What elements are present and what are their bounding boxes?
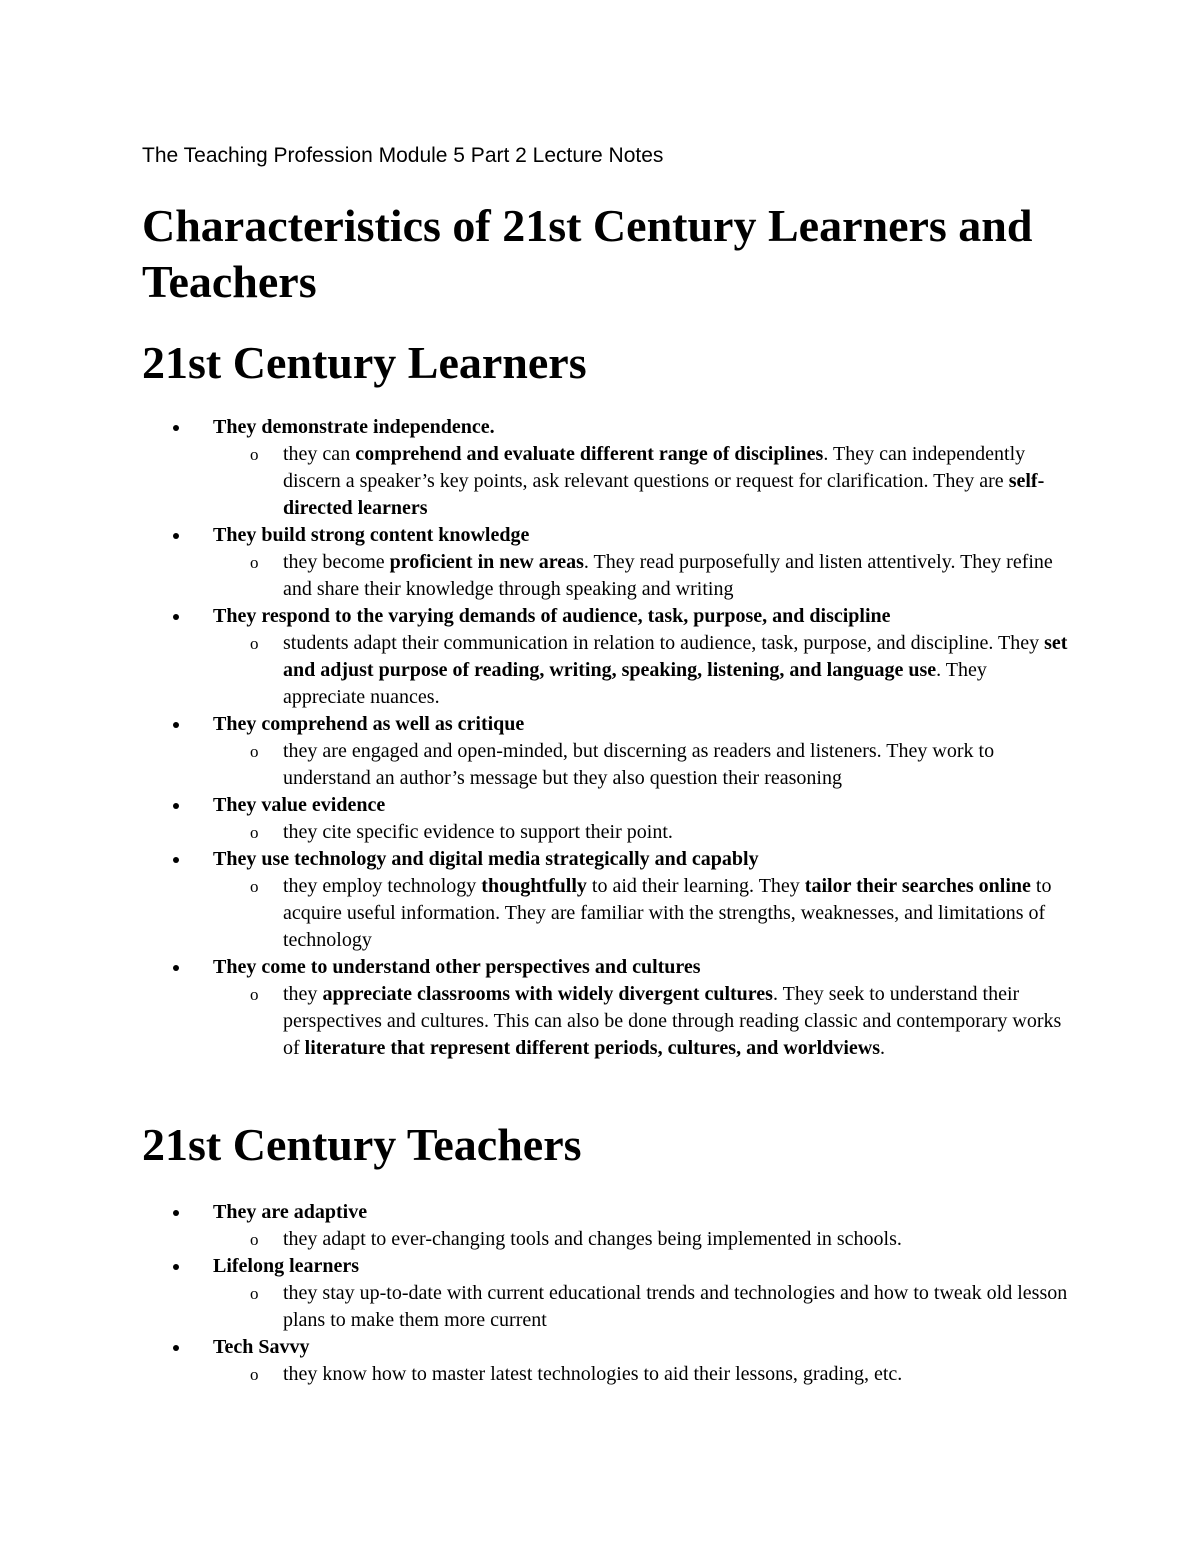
circle-bullet-icon: o <box>250 553 259 572</box>
item-heading: Lifelong learners <box>213 1255 360 1277</box>
bullet-icon <box>173 1210 179 1216</box>
item-heading: They are adaptive <box>213 1201 368 1223</box>
list-item <box>0 954 1200 1062</box>
list-item <box>0 1334 1200 1388</box>
section-heading-learners: 21st Century Learners <box>142 337 587 388</box>
bullet-icon <box>173 614 179 620</box>
section-heading-teachers: 21st Century Teachers <box>142 1119 582 1170</box>
list-item <box>0 1253 1200 1334</box>
bullet-icon <box>173 722 179 728</box>
document-header: The Teaching Profession Module 5 Part 2 Lecture Notes <box>142 144 664 167</box>
item-heading: They demonstrate independence. <box>213 416 495 438</box>
list-item <box>0 711 1200 792</box>
circle-bullet-icon: o <box>250 1230 259 1249</box>
list-item <box>0 603 1200 711</box>
list-item <box>0 414 1200 522</box>
circle-bullet-icon: o <box>250 445 259 464</box>
item-heading: Tech Savvy <box>213 1336 310 1358</box>
sub-item: o they employ technology thoughtfully to aid their learning. They tailor their searches online to acquire useful information. They are familiar with the strengths, weaknesses, and limitations of technology <box>250 875 1052 951</box>
circle-bullet-icon: o <box>250 985 259 1004</box>
circle-bullet-icon: o <box>250 1284 259 1303</box>
item-heading: They value evidence <box>213 794 386 816</box>
sub-item: o students adapt their communication in relation to audience, task, purpose, and discipline. They set and adjust purpose of reading, writing, speaking, listening, and language use. They appreciate nuances. <box>250 632 1068 708</box>
document-title: Characteristics of 21st Century Learners and Teachers <box>142 200 1033 307</box>
bullet-icon <box>173 425 179 431</box>
list-item <box>0 1199 1200 1253</box>
bullet-icon <box>173 533 179 539</box>
learners-list <box>0 414 1200 1062</box>
item-heading: They come to understand other perspectives and cultures <box>213 956 701 978</box>
bullet-icon <box>173 1345 179 1351</box>
sub-item: o they know how to master latest technologies to aid their lessons, grading, etc. <box>0 1361 1073 1388</box>
sub-item: o they can comprehend and evaluate different range of disciplines. They can independently discern a speaker’s key points, ask relevant questions or request for clarification. They are self-directed learners <box>250 443 1045 519</box>
sub-item: o they appreciate classrooms with widely divergent cultures. They seek to understand their perspectives and cultures. This can also be done through reading classic and contemporary works of literature that represent different periods, cultures, and worldviews. <box>250 983 1062 1059</box>
circle-bullet-icon: o <box>250 877 259 896</box>
item-heading: They use technology and digital media strategically and capably <box>213 848 759 870</box>
bullet-icon <box>173 857 179 863</box>
circle-bullet-icon: o <box>250 742 259 761</box>
list-item <box>0 522 1200 603</box>
circle-bullet-icon: o <box>250 823 259 842</box>
circle-bullet-icon: o <box>250 634 259 653</box>
item-heading: They respond to the varying demands of audience, task, purpose, and discipline <box>213 605 891 627</box>
sub-item: o they cite specific evidence to support their point. <box>0 819 1073 846</box>
list-item <box>0 846 1200 954</box>
item-heading: They comprehend as well as critique <box>213 713 525 735</box>
sub-item: o they stay up-to-date with current educational trends and technologies and how to tweak old lesson plans to make them more current <box>250 1282 1068 1331</box>
sub-item: o they become proficient in new areas. They read purposefully and listen attentively. They refine and share their knowledge through speaking and writing <box>250 551 1053 600</box>
item-heading: They build strong content knowledge <box>213 524 530 546</box>
teachers-list <box>0 1199 1200 1388</box>
circle-bullet-icon: o <box>250 1365 259 1384</box>
bullet-icon <box>173 1264 179 1270</box>
sub-item: o they adapt to ever-changing tools and changes being implemented in schools. <box>0 1226 1073 1253</box>
sub-item: o they are engaged and open-minded, but discerning as readers and listeners. They work to understand an author’s message but they also question their reasoning <box>250 740 995 789</box>
bullet-icon <box>173 965 179 971</box>
bullet-icon <box>173 803 179 809</box>
list-item <box>0 792 1200 846</box>
